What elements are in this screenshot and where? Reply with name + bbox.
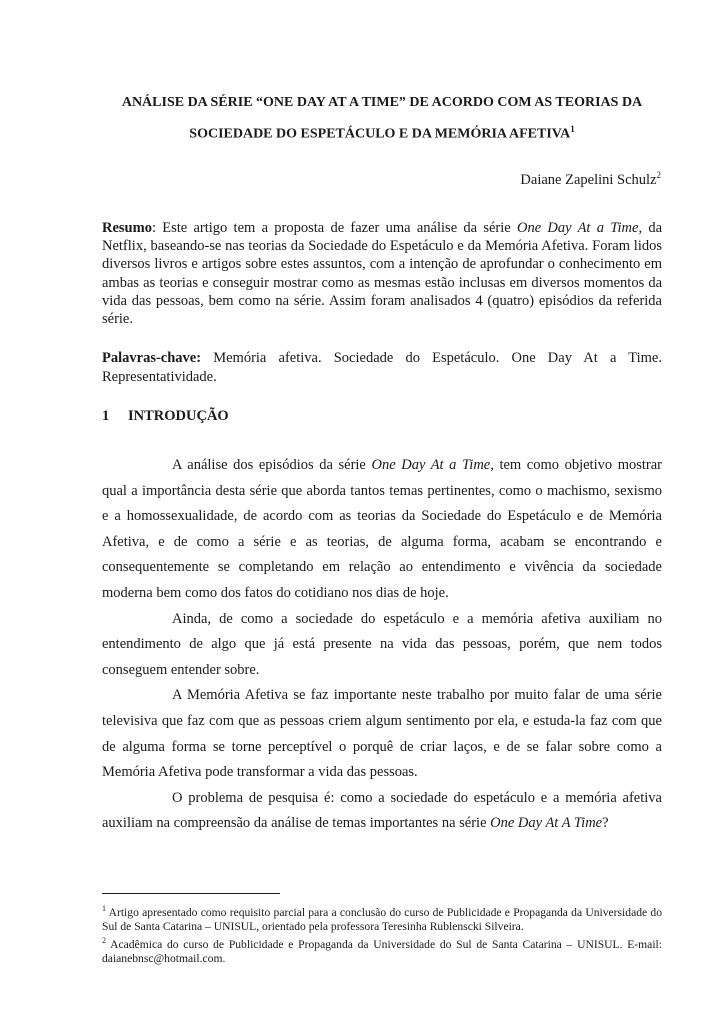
footnote-1-text: Artigo apresentado como requisito parcial para a conclusão do curso de Publicidade e Propaganda da Universidade do Sul de Santa Catarina – UNISUL, orientado pela professora Teresinha Rublenscki Silveira.	[102, 905, 662, 934]
footnote-ref-1: 1	[570, 124, 575, 134]
footnote-2	[102, 934, 662, 966]
footnote-1	[102, 902, 662, 934]
keywords-label: Palavras-chave:	[102, 350, 202, 366]
footnotes	[102, 902, 662, 967]
paper-title	[102, 90, 662, 148]
abstract	[102, 219, 662, 328]
footnote-1-marker: 1	[102, 904, 106, 913]
paragraph-4-series-title: One Day At A Time	[490, 815, 603, 832]
section-number: 1	[102, 408, 110, 424]
footnote-2-marker: 2	[102, 936, 106, 946]
author-line	[520, 170, 661, 189]
footnote-2-text: Acadêmica do curso de Publicidade e Propaganda da Universidade do Sul de Santa Catarina – UNISUL. E-mail: daianebnsc@hotmail.com.	[102, 938, 662, 966]
footnote-ref-2: 2	[656, 170, 661, 180]
section-body	[102, 453, 662, 837]
paragraph-1-series-title: One Day At a Time	[371, 457, 491, 473]
abstract-label: Resumo	[102, 220, 152, 236]
title-line-1: ANÁLISE DA SÉRIE “ONE DAY AT A TIME” DE ACORDO COM AS TEORIAS DA	[121, 95, 643, 110]
paragraph-4-text-a: O problema de pesquisa é: como a sociedade do espetáculo e a memória afetiva auxiliam na compreensão da análise de temas importantes na série	[102, 789, 662, 832]
paragraph-1	[102, 453, 662, 607]
abstract-series-title: One Day At a Time	[516, 220, 639, 236]
paragraph-1-text-a: A análise dos episódios da série	[172, 457, 372, 473]
footnote-divider	[102, 893, 280, 894]
title-line-2	[102, 116, 662, 148]
author-name: Daiane Zapelini Schulz	[520, 171, 657, 188]
keywords-text: Memória afetiva. Sociedade do Espetáculo. One Day At a Time. Representatividade.	[102, 350, 662, 385]
section-title: INTRODUÇÃO	[128, 408, 229, 424]
abstract-text-b: , da Netflix, baseando-se nas teorias da Sociedade do Espetáculo e da Memória Afetiva. Foram lidos diversos livros e artigos sobre estes assuntos, com a intenção de aprofundar o conhecimento em ambas as teorias e conseguir mostrar como as mesmas estão inclusas em diversos momentos da vida das pessoas, bem como na série. Assim foram analisados 4 (quatro) episódios da referida série.	[102, 220, 663, 328]
paragraph-4	[102, 786, 662, 837]
keywords	[102, 349, 662, 386]
abstract-text-a: : Este artigo tem a proposta de fazer uma análise da série	[151, 220, 517, 236]
paragraph-4-text-b: ?	[602, 815, 609, 832]
paragraph-2: Ainda, de como a sociedade do espetáculo e a memória afetiva auxiliam no entendimento de algo que já está presente na vida das pessoas, porém, que nem todos conseguem entender sobre.	[102, 610, 662, 678]
paragraph-3: A Memória Afetiva se faz importante neste trabalho por muito falar de uma série televisiva que faz com que as pessoas criem algum sentimento por ela, e estuda-la faz com que de alguma forma se torne perceptível o porquê de criar laços, e de se falar sobre como a Memória Afetiva pode transformar a vida das pessoas.	[102, 687, 662, 781]
section-heading	[102, 408, 229, 425]
paragraph-1-text-b: , tem como objetivo mostrar qual a importância desta série que aborda tantos temas pertinentes, como o machismo, sexismo e a homossexualidade, de acordo com as teorias da Sociedade do Espetáculo e de Memória Afetiva, e de como a série e as teorias, de alguma forma, acabam se encontrando e consequentemente se completando em relação ao entendimento e vivência da sociedade moderna bem como dos fatos do cotidiano nos dias de hoje.	[102, 457, 662, 601]
title-line-2-text: SOCIEDADE DO ESPETÁCULO E DA MEMÓRIA AFETIVA	[189, 126, 571, 142]
